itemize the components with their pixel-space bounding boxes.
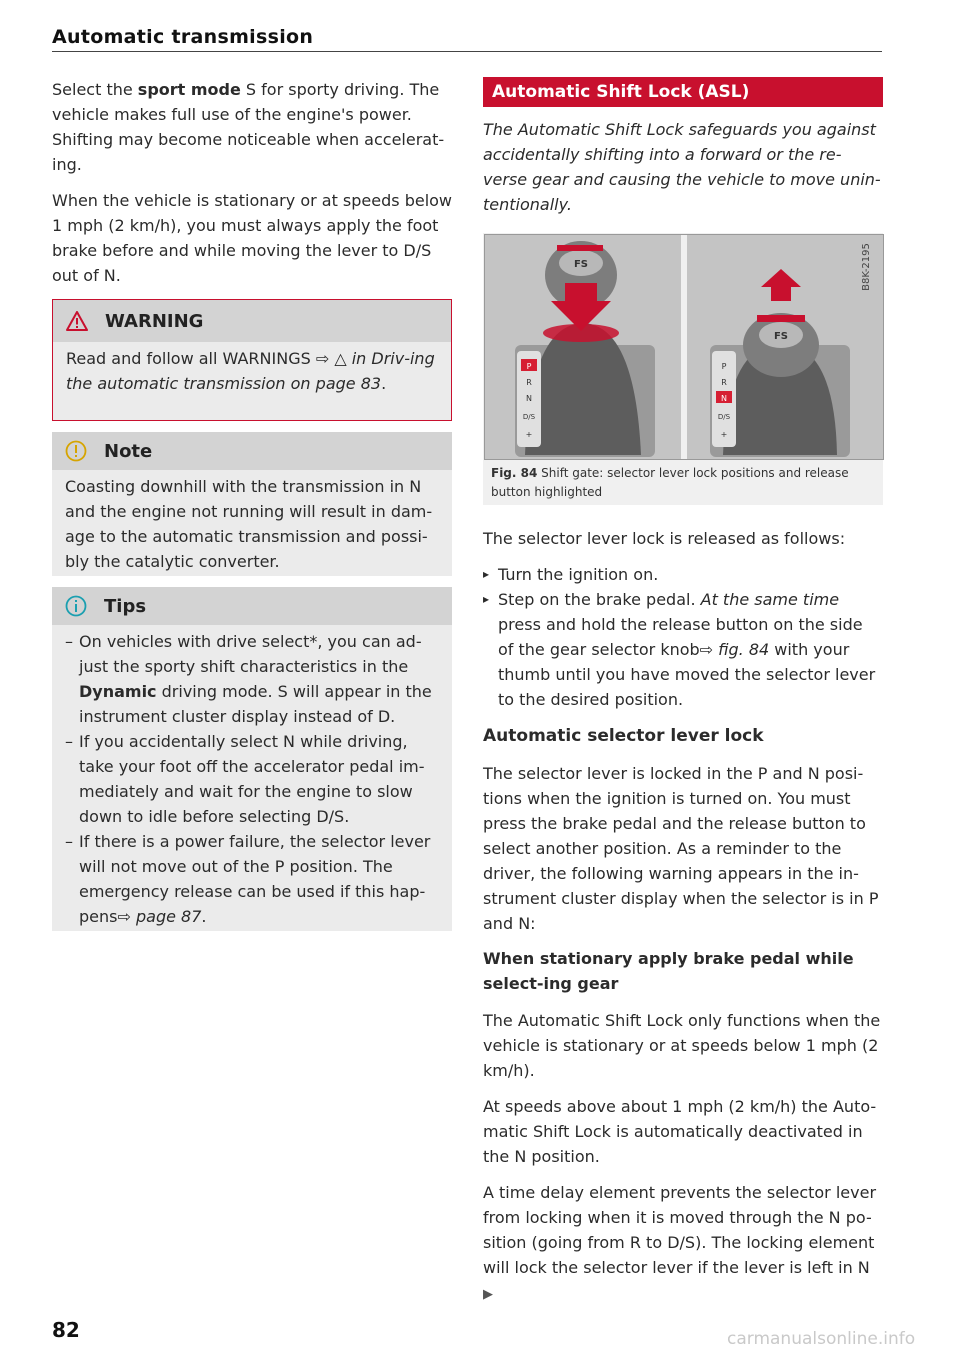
lock-paragraph: The selector lever is locked in the P and N posi-tions when the ignition is turned on. You must press the brake pedal and the release button to select another position. As a reminder to the driver, the following warning appears in the in-strument cluster display when the selector is in P and N:	[483, 764, 879, 933]
figure-code: B8K-2195	[861, 243, 872, 291]
right-release-button	[757, 315, 805, 322]
selector-lock-heading: Automatic selector lever lock	[483, 726, 764, 746]
warning-box	[52, 299, 452, 421]
right-knob-label: FS	[773, 331, 789, 342]
warning-title: WARNING	[105, 311, 204, 332]
watermark: carmanualsonline.info	[727, 1329, 916, 1349]
asl-intro: The Automatic Shift Lock safeguards you against accidentally shifting into a forward or the re-verse gear and causing the vehicle to move unin-tentionally.	[483, 120, 881, 214]
tips-title: Tips	[104, 596, 147, 617]
left-gate-r: R	[526, 378, 532, 387]
right-gate-n: N	[721, 394, 727, 403]
step-ignition-on: ▸ Turn the ignition on.	[483, 562, 883, 587]
sport-mode-paragraph: Select the sport mode S for sporty driving. The vehicle makes full use of the engine's power. Shifting may become noticeable when accelerat-ing.	[52, 80, 445, 174]
release-steps	[483, 562, 883, 712]
note-box	[52, 432, 452, 576]
tip-item-accidental-n: – If you accidentally select N while driving, take your foot off the accelerator pedal im-mediately and wait for the engine to slow down to idle before selecting D/S.	[65, 729, 439, 829]
right-gate-p: P	[721, 362, 727, 371]
asl-function-paragraph: The Automatic Shift Lock only functions when the vehicle is stationary or at speeds below 1 mph (2 km/h).	[483, 1011, 881, 1080]
right-gate-r: R	[721, 378, 727, 387]
release-intro: The selector lever lock is released as follows:	[483, 529, 846, 548]
panel-divider	[681, 235, 687, 459]
tips-body	[52, 625, 452, 933]
warning-triangle-icon	[66, 311, 88, 331]
left-lock-ring	[543, 324, 619, 342]
left-knob-button	[557, 245, 603, 251]
figure-84	[483, 233, 883, 505]
note-exclamation-icon	[65, 440, 87, 462]
warning-page-link[interactable]: ⇨ △ in Driv-ing the automatic transmission on page 83	[66, 349, 435, 393]
note-title: Note	[104, 441, 153, 462]
fig-84-link[interactable]: ⇨ fig. 84	[699, 640, 770, 659]
left-gate-plus: +	[525, 430, 533, 439]
right-gate-plus: +	[720, 430, 728, 439]
figure-caption: Fig. 84 Shift gate: selector lever lock positions and release button highlighted	[491, 466, 849, 499]
page-header-title: Automatic transmission	[52, 26, 314, 48]
asl-section-title: Automatic Shift Lock (ASL)	[483, 77, 883, 107]
left-gate-n: N	[526, 394, 532, 403]
left-gate-p: P	[526, 362, 532, 371]
continue-arrow-icon: ▶	[483, 1287, 493, 1302]
note-body: Coasting downhill with the transmission in N and the engine not running will result in dam-age to the automatic transmission and possi-bly the catalytic converter.	[65, 477, 433, 571]
asl-speed-paragraph: At speeds above about 1 mph (2 km/h) the Auto-matic Shift Lock is automatically deactivated in the N position.	[483, 1097, 877, 1166]
tips-info-icon	[65, 595, 87, 617]
shift-gate-svg	[485, 235, 883, 459]
note-header	[52, 432, 452, 470]
warning-body: Read and follow all WARNINGS ⇨ △ in Driv-ing the automatic transmission on page 83.	[66, 349, 435, 393]
right-gate-ds: D/S	[717, 413, 731, 421]
warning-header	[53, 300, 451, 342]
asl-delay-paragraph: A time delay element prevents the selector lever from locking when it is moved through the N po-sition (going from R to D/S). The locking element will lock the selector lever if the lever is left in N ▶	[483, 1183, 877, 1302]
tip-page-link[interactable]: ⇨ page 87	[117, 907, 202, 926]
stationary-paragraph: When the vehicle is stationary or at speeds below 1 mph (2 km/h), you must always apply the foot brake before and while moving the lever to D/S out of N.	[52, 191, 453, 285]
tips-box	[52, 587, 452, 931]
step-brake-pedal: ▸ Step on the brake pedal. At the same time press and hold the release button on the side of the gear selector knob⇨ fig. 84 with your thumb until you have moved the selector lever to the desired position.	[483, 587, 883, 712]
page-number: 82	[52, 1318, 80, 1342]
tips-header	[52, 587, 452, 625]
shift-gate-illustration	[484, 234, 884, 460]
tip-item-drive-select: – On vehicles with drive select*, you can ad-just the sporty shift characteristics in the Dynamic driving mode. S will appear in the instrument cluster display instead of D.	[65, 629, 439, 729]
left-knob-label: FS	[573, 259, 589, 270]
header-divider	[52, 51, 882, 52]
display-warning-message: When stationary apply brake pedal while select-ing gear	[483, 949, 854, 993]
tip-item-power-failure: – If there is a power failure, the selector lever will not move out of the P position. The emergency release can be used if this hap-pens⇨ page 87.	[65, 829, 439, 929]
left-gate-ds: D/S	[522, 413, 536, 421]
